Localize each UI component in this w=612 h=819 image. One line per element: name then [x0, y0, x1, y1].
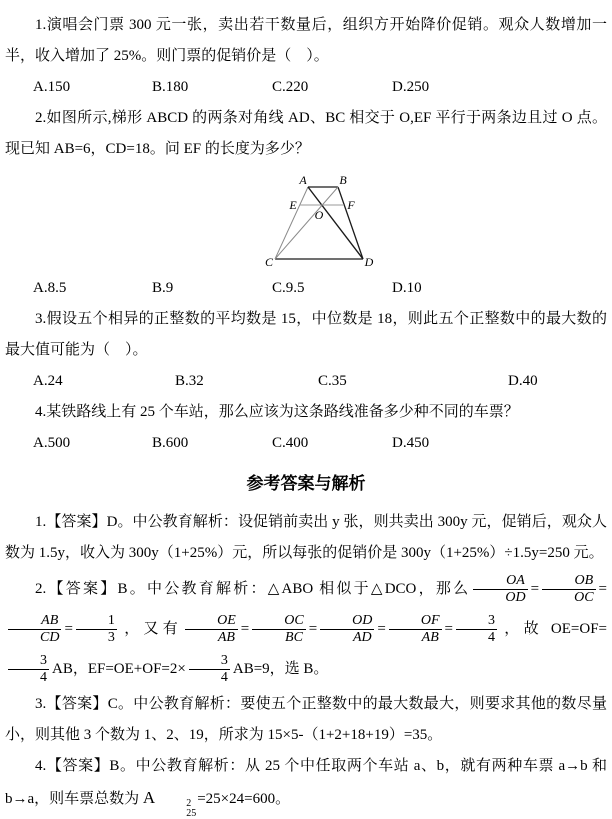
option-d: D.10 [392, 280, 422, 296]
equals-sign: = [444, 621, 453, 637]
option-b: B.600 [152, 435, 189, 451]
option-d: D.250 [392, 79, 430, 95]
fraction-of-ab: $\frac{OF}{AB}$ [389, 613, 442, 646]
vertex-label-f: F [347, 198, 355, 212]
equals-sign: = [530, 581, 540, 597]
fraction-od-ad: $\frac{OD}{AD}$ [320, 613, 374, 646]
question-2-options [5, 273, 607, 304]
answer-2-segment: ，故 OE=OF= [500, 621, 607, 637]
equals-sign: = [598, 581, 607, 597]
permutation-notation: A 2 25 [142, 788, 197, 819]
vertex-label-c: C [264, 255, 274, 269]
option-b: B.32 [175, 373, 204, 389]
answer-2-segment: AB，EF=OE+OF=2× [52, 661, 186, 677]
option-b: B.180 [152, 79, 189, 95]
question-3-options [5, 366, 607, 397]
answer-2-segment: AB=9，选 B。 [232, 661, 329, 677]
diagonal-ad [308, 187, 363, 259]
diagonal-bc [275, 187, 338, 259]
option-a: A.24 [33, 373, 63, 389]
fraction-3-4: $\frac{3}{4}$ [456, 613, 497, 646]
option-c: C.400 [272, 435, 309, 451]
answers-section-title: 参考答案与解析 [246, 474, 366, 493]
option-a: A.500 [33, 435, 71, 451]
answer-3-text: 3.【答案】C。中公教育解析：要使五个正整数中的最大数最大，则要求其他的数尽量小，则其他 3 个数为 1、2、19，所求为 15×5-（1+2+18+19）=35。 [5, 696, 607, 743]
vertex-label-b: B [339, 173, 347, 187]
answer-2-text [5, 569, 607, 689]
trapezoid-diagram [255, 169, 380, 269]
option-c: C.9.5 [272, 280, 305, 296]
option-a: A.150 [33, 79, 71, 95]
permutation-subscript: 25 [186, 808, 197, 819]
equals-sign: = [377, 621, 386, 637]
equals-sign: = [240, 621, 250, 637]
permutation-superscript: 2 [186, 798, 192, 809]
answer-2-segment: ，又有 [119, 621, 183, 637]
vertex-label-a: A [299, 173, 307, 187]
vertex-label-e: E [289, 198, 297, 212]
fraction-1-3: $\frac{1}{3}$ [76, 613, 117, 646]
equals-sign: = [64, 621, 73, 637]
answer-4-segment: 4.【答案】B。中公教育解析：从 25 个中任取两个车站 a、b，就有两种车票 a→b 和 b→a，则车票总数为 [5, 758, 607, 807]
answer-4-segment: =25×24=600。 [197, 791, 291, 807]
trapezoid-figure [255, 169, 380, 269]
fraction-ab-cd: $\frac{AB}{CD}$ [8, 613, 61, 646]
question-4-options [5, 428, 607, 459]
question-1-options [5, 72, 607, 103]
question-3-text: 3.假设五个相异的正整数的平均数是 15，中位数是 18，则此五个正整数中的最大数的最大值可能为（ ）。 [5, 311, 607, 358]
fraction-oe-ab: $\frac{OE}{AB}$ [185, 613, 238, 646]
fraction-ob-oc: $\frac{OB}{OC}$ [542, 573, 595, 606]
answer-2-segment: 2.【答案】B。中公教育解析：△ABO 相似于△DCO，那么 [35, 581, 471, 597]
option-d: D.450 [392, 435, 430, 451]
equals-sign: = [308, 621, 318, 637]
question-1-text: 1.演唱会门票 300 元一张，卖出若干数量后，组织方开始降价促销。观众人数增加一半，收入增加了 25%。则门票的促销价是（ ）。 [5, 17, 607, 64]
option-c: C.35 [318, 373, 347, 389]
question-2-text: 2.如图所示,梯形 ABCD 的两条对角线 AD、BC 相交于 O,EF 平行于两条边且过 O 点。现已知 AB=6，CD=18。问 EF 的长度为多少？ [5, 110, 607, 157]
fraction-oa-od: $\frac{OA}{OD}$ [473, 573, 527, 606]
answer-4-text [5, 751, 607, 819]
answer-1-text: 1.【答案】D。中公教育解析：设促销前卖出 y 张，则共卖出 300y 元，促销后，观众人数为 1.5y，收入为 300y（1+25%）元，所以每张的促销价是 300y（1+25%）÷1.5y=250 元。 [5, 514, 607, 561]
vertex-label-o: O [314, 208, 324, 222]
question-4-text: 4.某铁路线上有 25 个车站，那么应该为这条路线准备多少种不同的车票？ [35, 404, 519, 420]
option-d: D.40 [508, 373, 538, 389]
fraction-oc-bc: $\frac{OC}{BC}$ [252, 613, 305, 646]
fraction-3-4: $\frac{3}{4}$ [189, 653, 230, 686]
fraction-3-4: $\frac{3}{4}$ [8, 653, 49, 686]
option-c: C.220 [272, 79, 309, 95]
option-b: B.9 [152, 280, 174, 296]
option-a: A.8.5 [33, 280, 67, 296]
vertex-label-d: D [364, 255, 374, 269]
